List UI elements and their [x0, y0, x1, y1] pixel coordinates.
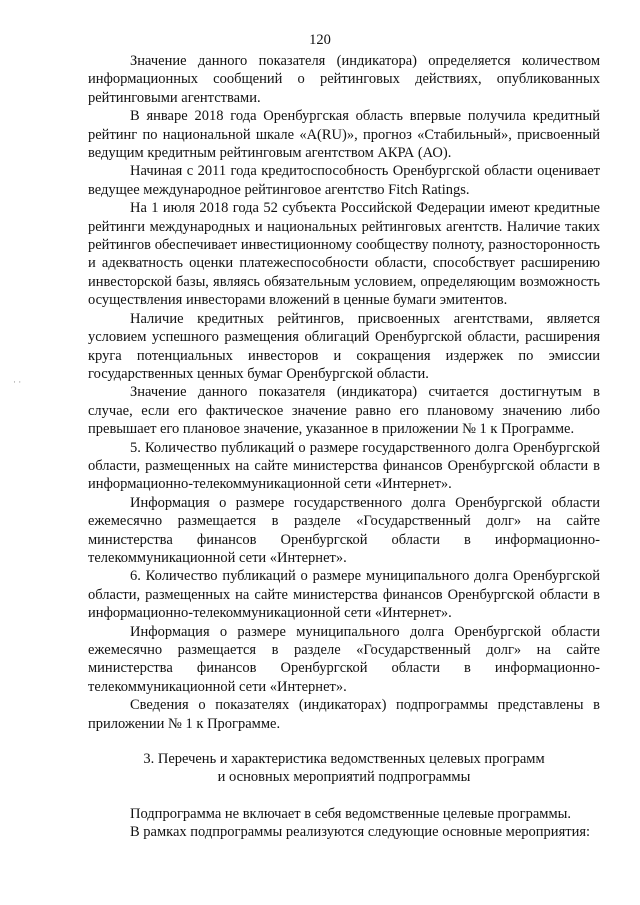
- paragraph-indicator-definition: Значение данного показателя (индикатора) определяется количеством информационных сообщений о рейтинговых действиях, опубликованных рейтинговыми агентствами.: [88, 53, 600, 106]
- paragraph-regions-ratings: На 1 июля 2018 года 52 субъекта Российской Федерации имеют кредитные рейтинги международных и национальных рейтинговых агентств. Наличие таких рейтингов обеспечивает инвестиционному сообществу полноту, разносторонность и адекватность оценки платежеспособности области, способствует расширению инвесторской базы, являясь обязательным условием, определяющим возможность осуществления инвесторами вложений в ценные бумаги эмитентов.: [88, 200, 600, 309]
- paragraph-municipal-debt-info: Информация о размере муниципального долга Оренбургской области ежемесячно размещается в разделе «Государственный долг» на сайте министерства финансов Оренбургской области в информационно-телекоммуникационной сети «Интернет».: [88, 623, 600, 695]
- page-number: 120: [309, 32, 331, 48]
- paragraph-state-debt-info: Информация о размере государственного долга Оренбургской области ежемесячно размещается в разделе «Государственный долг» на сайте министерства финансов Оренбургской области в информационно-телекоммуникационной сети «Интернет».: [88, 494, 600, 566]
- document-body: [88, 52, 600, 842]
- paragraph-fitch-rating: Начиная с 2011 года кредитоспособность Оренбургской области оценивает ведущее международное рейтинговое агентство Fitch Ratings.: [88, 163, 600, 198]
- paragraph-akra-rating: В январе 2018 года Оренбургская область впервые получила кредитный рейтинг по национальной шкале «A(RU)», прогноз «Стабильный», присвоенный ведущим кредитным рейтинговым агентством АКРА (АО).: [88, 108, 600, 162]
- paragraph-item-5: 5. Количество публикаций о размере государственного долга Оренбургской области, размещенных на сайте министерства финансов Оренбургской области в информационно-телекоммуникационной сети «Интернет».: [88, 439, 600, 493]
- paragraph-item-6: 6. Количество публикаций о размере муниципального долга Оренбургской области, размещенных на сайте министерства финансов Оренбургской области в информационно-телекоммуникационной сети «Интернет».: [88, 568, 600, 622]
- section-heading: [88, 750, 600, 787]
- paragraph-indicators-appendix: Сведения о показателях (индикаторах) подпрограммы представлены в приложении № 1 к Программе.: [88, 697, 600, 732]
- section-heading-line-2: и основных мероприятий подпрограммы: [217, 769, 471, 786]
- paragraph-main-activities: В рамках подпрограммы реализуются следующие основные мероприятия:: [130, 824, 591, 841]
- paragraph-no-target-programs: Подпрограмма не включает в себя ведомственные целевые программы.: [130, 805, 572, 822]
- section-heading-line-1: 3. Перечень и характеристика ведомственных целевых программ: [143, 751, 545, 768]
- paragraph-bond-placement: Наличие кредитных рейтингов, присвоенных агентствами, является условием успешного размещения облигаций Оренбургской области, расширения круга потенциальных инвесторов и сокращения издержек по эмиссии государственных ценных бумаг Оренбургской области.: [88, 310, 600, 382]
- paragraph-indicator-achieved: Значение данного показателя (индикатора) считается достигнутым в случае, если его фактическое значение равно его плановому значению либо превышает его плановое значение, указанное в приложении № 1 к Программе.: [88, 384, 600, 438]
- margin-mark: · ·: [13, 377, 22, 387]
